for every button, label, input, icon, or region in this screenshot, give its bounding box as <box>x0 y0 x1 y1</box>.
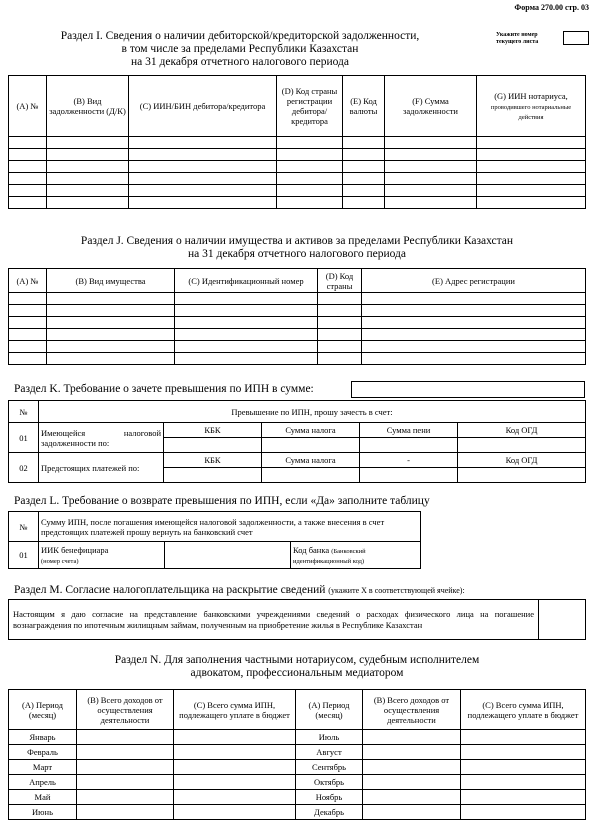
cell-input[interactable] <box>277 149 343 161</box>
cell-input[interactable] <box>164 438 262 453</box>
cell-input[interactable] <box>461 760 586 775</box>
cell-input[interactable] <box>9 149 47 161</box>
cell-input[interactable] <box>9 197 47 209</box>
section-m-title-note: (укажите Х в соответствующей ячейке): <box>328 586 465 595</box>
cell-input[interactable] <box>477 149 586 161</box>
col-header: (C) Всего сумма ИПН, подлежащего уплате в бюджет <box>461 690 586 730</box>
tax-sum-label: Сумма налога <box>262 423 360 438</box>
cell-input[interactable] <box>461 790 586 805</box>
col-header: (A) Период (месяц) <box>296 690 363 730</box>
cell-input[interactable] <box>363 790 461 805</box>
cell-input[interactable] <box>318 317 362 329</box>
month-label: Февраль <box>9 745 77 760</box>
section-l-title: Раздел L. Требование о возврате превышения по ИПН, если «Да» заполните таблицу <box>14 495 430 507</box>
cell-input[interactable] <box>47 293 175 305</box>
num-header: № <box>9 512 39 542</box>
cell-input[interactable] <box>477 173 586 185</box>
cell-input[interactable] <box>363 745 461 760</box>
cell-input[interactable] <box>477 161 586 173</box>
cell-input[interactable] <box>47 161 129 173</box>
cell-input[interactable] <box>77 760 174 775</box>
cell-input[interactable] <box>174 730 296 745</box>
col-header: (B) Всего доходов от осуществления деятельности <box>363 690 461 730</box>
ogd-code-label: Код ОГД <box>458 423 586 438</box>
col-header-sub: проводившего нотариальные действия <box>490 104 572 121</box>
month-label: Апрель <box>9 775 77 790</box>
form-number: Форма 270.00 стр. 03 <box>514 3 589 12</box>
cell-input[interactable] <box>385 161 477 173</box>
cell-input[interactable] <box>47 173 129 185</box>
cell-input[interactable] <box>164 468 262 483</box>
section-i-table <box>8 75 586 209</box>
cell-input[interactable] <box>77 730 174 745</box>
cell-input[interactable] <box>129 185 277 197</box>
row-label: Имеющейся налоговой задолженности по: <box>39 423 164 453</box>
cell-input[interactable] <box>362 329 586 341</box>
col-header: (A) № <box>9 76 47 137</box>
month-label: Январь <box>9 730 77 745</box>
cell-input[interactable] <box>47 305 175 317</box>
cell-input[interactable] <box>477 185 586 197</box>
cell-input[interactable] <box>77 790 174 805</box>
col-header: (B) Вид имущества <box>47 269 175 293</box>
col-header: (D) Код страны <box>318 269 362 293</box>
cell-input[interactable] <box>129 137 277 149</box>
cell-input[interactable] <box>9 293 47 305</box>
section-j-title-line: на 31 декабря отчетного налогового периода <box>188 248 406 260</box>
section-n-title-line: Раздел N. Для заполнения частными нотариусом, судебным исполнителем <box>114 654 480 666</box>
month-label: Июнь <box>9 805 77 820</box>
cell-input[interactable] <box>277 137 343 149</box>
cell-input[interactable] <box>385 137 477 149</box>
cell-input[interactable] <box>9 305 47 317</box>
month-label: Ноябрь <box>296 790 363 805</box>
cell-input[interactable] <box>362 293 586 305</box>
section-m-table <box>8 599 586 640</box>
cell-input[interactable] <box>174 760 296 775</box>
section-k-table <box>8 400 586 483</box>
col-header: (C) ИИН/БИН дебитора/кредитора <box>129 76 277 137</box>
row-number: 01 <box>9 542 39 569</box>
cell-input[interactable] <box>318 353 362 365</box>
cell-input[interactable] <box>175 341 318 353</box>
cell-input[interactable] <box>277 197 343 209</box>
cell-input[interactable] <box>343 173 385 185</box>
cell-input[interactable] <box>318 293 362 305</box>
bank-code-label-main: Код банка <box>293 545 330 555</box>
cell-input[interactable] <box>9 329 47 341</box>
section-n-table <box>8 689 586 820</box>
cell-input[interactable] <box>77 775 174 790</box>
cell-input[interactable] <box>47 317 175 329</box>
col-header: (C) Идентификационный номер <box>175 269 318 293</box>
month-label: Октябрь <box>296 775 363 790</box>
cell-input[interactable] <box>362 305 586 317</box>
cell-input[interactable] <box>175 329 318 341</box>
cell-input[interactable] <box>277 173 343 185</box>
cell-input[interactable] <box>47 341 175 353</box>
bank-code-label <box>291 542 421 569</box>
num-header: № <box>9 401 39 423</box>
cell-input[interactable] <box>461 805 586 820</box>
cell-input[interactable] <box>129 161 277 173</box>
cell-input[interactable] <box>363 730 461 745</box>
col-header: (A) № <box>9 269 47 293</box>
section-m-title <box>14 584 465 596</box>
cell-input[interactable] <box>277 185 343 197</box>
cell-input[interactable] <box>77 805 174 820</box>
tax-sum-label: Сумма налога <box>262 453 360 468</box>
month-label: Март <box>9 760 77 775</box>
kbk-label: КБК <box>164 423 262 438</box>
cell-input[interactable] <box>277 161 343 173</box>
col-header <box>477 76 586 137</box>
col-header: (E) Адрес регистрации <box>362 269 586 293</box>
dash-cell: - <box>360 453 458 468</box>
cell-input[interactable] <box>318 305 362 317</box>
cell-input[interactable] <box>175 293 318 305</box>
cell-input[interactable] <box>129 197 277 209</box>
month-label: Август <box>296 745 363 760</box>
cell-input[interactable] <box>362 317 586 329</box>
section-j-title-line: Раздел J. Сведения о наличии имущества и активов за пределами Республики Казахстан <box>80 235 514 247</box>
section-i-title-line: на 31 декабря отчетного налогового периода <box>131 56 349 68</box>
cell-input[interactable] <box>175 317 318 329</box>
consent-text: Настоящим я даю согласие на представление банковскими учреждениями сведений о расходах физического лица на погашение вознаграждения по ипотечным жилищным займам, полученным на приобретение жилья в Республике Казахстан <box>9 600 539 640</box>
cell-input[interactable] <box>363 775 461 790</box>
cell-input[interactable] <box>47 185 129 197</box>
col-header: (E) Код валюты <box>343 76 385 137</box>
cell-input[interactable] <box>129 149 277 161</box>
cell-input[interactable] <box>175 305 318 317</box>
month-label: Июль <box>296 730 363 745</box>
col-header: (D) Код страны регистрации дебитора/кредитора <box>277 76 343 137</box>
col-header: (A) Период (месяц) <box>9 690 77 730</box>
cell-input[interactable] <box>175 353 318 365</box>
cell-input[interactable] <box>385 197 477 209</box>
cell-input[interactable] <box>174 805 296 820</box>
section-j-title <box>0 235 594 261</box>
section-k-header: Превышение по ИПН, прошу зачесть в счет: <box>39 401 586 423</box>
cell-input[interactable] <box>129 173 277 185</box>
cell-input[interactable] <box>9 341 47 353</box>
cell-input[interactable] <box>318 341 362 353</box>
month-label: Май <box>9 790 77 805</box>
cell-input[interactable] <box>9 173 47 185</box>
cell-input[interactable] <box>318 329 362 341</box>
cell-input[interactable] <box>47 353 175 365</box>
cell-input[interactable] <box>363 805 461 820</box>
month-label: Декабрь <box>296 805 363 820</box>
cell-input[interactable] <box>262 468 360 483</box>
ogd-code-label: Код ОГД <box>458 453 586 468</box>
iik-label <box>39 542 165 569</box>
section-k-amount-field[interactable] <box>351 381 585 398</box>
cell-input[interactable] <box>477 197 586 209</box>
col-header: (B) Всего доходов от осуществления деятельности <box>77 690 174 730</box>
bank-code-label-sub: (Банковский идентификационный код) <box>293 548 366 565</box>
section-n-title-line: адвокатом, профессиональным медиатором <box>190 667 404 679</box>
cell-input[interactable] <box>77 745 174 760</box>
section-l-header: Сумму ИПН, после погашения имеющейся налоговой задолженности, а также внесения в счет предстоящих платежей прошу вернуть на банковский счет <box>39 512 421 542</box>
cell-input[interactable] <box>9 353 47 365</box>
month-label: Сентябрь <box>296 760 363 775</box>
cell-input[interactable] <box>9 185 47 197</box>
sheet-number-label: Укажите номер текущего листа <box>496 32 539 45</box>
cell-input[interactable] <box>363 760 461 775</box>
section-m-title-main: Раздел M. Согласие налогоплательщика на раскрытие сведений <box>14 584 326 596</box>
cell-input[interactable] <box>174 790 296 805</box>
cell-input[interactable] <box>461 775 586 790</box>
cell-input[interactable] <box>343 197 385 209</box>
cell-input[interactable] <box>360 468 458 483</box>
row-number: 02 <box>9 453 39 483</box>
cell-input[interactable] <box>47 197 129 209</box>
cell-input[interactable] <box>362 353 586 365</box>
cell-input[interactable] <box>343 185 385 197</box>
col-header-main: (G) ИИН нотариуса, <box>494 91 568 101</box>
cell-input[interactable] <box>385 173 477 185</box>
kbk-label: КБК <box>164 453 262 468</box>
cell-input[interactable] <box>9 161 47 173</box>
sheet-number-field[interactable] <box>563 31 589 45</box>
cell-input[interactable] <box>174 775 296 790</box>
section-k-title: Раздел K. Требование о зачете превышения по ИПН в сумме: <box>14 383 314 395</box>
cell-input[interactable] <box>343 137 385 149</box>
cell-input[interactable] <box>174 745 296 760</box>
cell-input[interactable] <box>9 137 47 149</box>
cell-input[interactable] <box>385 185 477 197</box>
cell-input[interactable] <box>458 468 586 483</box>
iik-label-main: ИИК бенефициара <box>41 545 109 555</box>
iik-label-sub: (номер счета) <box>41 558 79 565</box>
cell-input[interactable] <box>262 438 360 453</box>
cell-input[interactable] <box>47 149 129 161</box>
cell-input[interactable] <box>343 161 385 173</box>
cell-input[interactable] <box>9 317 47 329</box>
col-header: (C) Всего сумма ИПН, подлежащего уплате в бюджет <box>174 690 296 730</box>
cell-input[interactable] <box>343 149 385 161</box>
row-label: Предстоящих платежей по: <box>39 453 164 483</box>
col-header: (F) Сумма задолженности <box>385 76 477 137</box>
section-i-title-line: в том числе за пределами Республики Казахстан <box>121 43 359 55</box>
cell-input[interactable] <box>360 438 458 453</box>
section-n-title <box>0 654 594 680</box>
row-number: 01 <box>9 423 39 453</box>
cell-input[interactable] <box>461 745 586 760</box>
cell-input[interactable] <box>461 730 586 745</box>
cell-input[interactable] <box>477 137 586 149</box>
section-j-table <box>8 268 586 365</box>
cell-input[interactable] <box>385 149 477 161</box>
section-l-table <box>8 511 421 569</box>
penalty-sum-label: Сумма пени <box>360 423 458 438</box>
cell-input[interactable] <box>458 438 586 453</box>
cell-input[interactable] <box>47 137 129 149</box>
consent-checkbox[interactable] <box>539 600 586 640</box>
section-i-title <box>0 30 480 69</box>
section-i-title-line: Раздел I. Сведения о наличии дебиторской/кредиторской задолженности, <box>60 30 420 42</box>
iik-input[interactable] <box>165 542 291 569</box>
col-header: (B) Вид задолженности (Д/К) <box>47 76 129 137</box>
cell-input[interactable] <box>362 341 586 353</box>
cell-input[interactable] <box>47 329 175 341</box>
